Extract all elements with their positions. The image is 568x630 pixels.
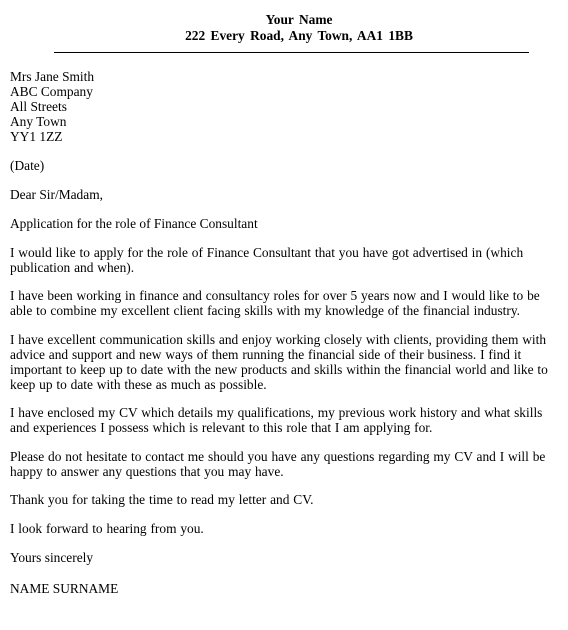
recipient-postcode: YY1 1ZZ <box>10 129 63 144</box>
body-paragraph-intro: I would like to apply for the role of Finance Consultant that you have got advertised in (which publication and when). <box>10 244 524 275</box>
closing: Yours sincerely <box>10 549 94 565</box>
recipient-company: ABC Company <box>10 84 93 99</box>
sender-name: Your Name <box>265 12 333 27</box>
body-paragraph-experience: I have been working in finance and consultancy roles for over 5 years now and I would like to be able to combine my excellent client facing skills with my knowledge of the financial industry. <box>10 288 540 318</box>
recipient-town: Any Town <box>10 114 67 129</box>
subject-line: Application for the role of Finance Consultant <box>10 216 258 231</box>
recipient-street: All Streets <box>10 99 67 114</box>
header-divider <box>54 52 529 53</box>
body-paragraph-skills: I have excellent communication skills and enjoy working closely with clients, providing them with advice and support and new ways of them running the financial side of their business. I find it important to keep up to date with the new products and skills within the financial world and like to keep up to date with these as much as possible. <box>10 331 548 392</box>
letter-date: (Date) <box>10 158 45 173</box>
signature-name: NAME SURNAME <box>10 580 119 596</box>
body-paragraph-thanks: Thank you for taking the time to read my letter and CV. <box>10 492 314 507</box>
body-paragraph-contact: Please do not hesitate to contact me should you have any questions regarding my CV and I will be happy to answer any questions that you may have. <box>10 448 546 479</box>
recipient-address <box>10 69 562 144</box>
recipient-name: Mrs Jane Smith <box>10 69 95 84</box>
body-paragraph-cv: I have enclosed my CV which details my qualifications, my previous work history and what skills and experiences I possess which is relevant to this role that I am applying for. <box>10 405 543 435</box>
cover-letter <box>10 12 562 596</box>
body-paragraph-forward: I look forward to hearing from you. <box>10 520 204 536</box>
sender-address: 222 Every Road, Any Town, AA1 1BB <box>185 27 413 43</box>
salutation: Dear Sir/Madam, <box>10 187 103 202</box>
letter-header <box>40 12 558 43</box>
